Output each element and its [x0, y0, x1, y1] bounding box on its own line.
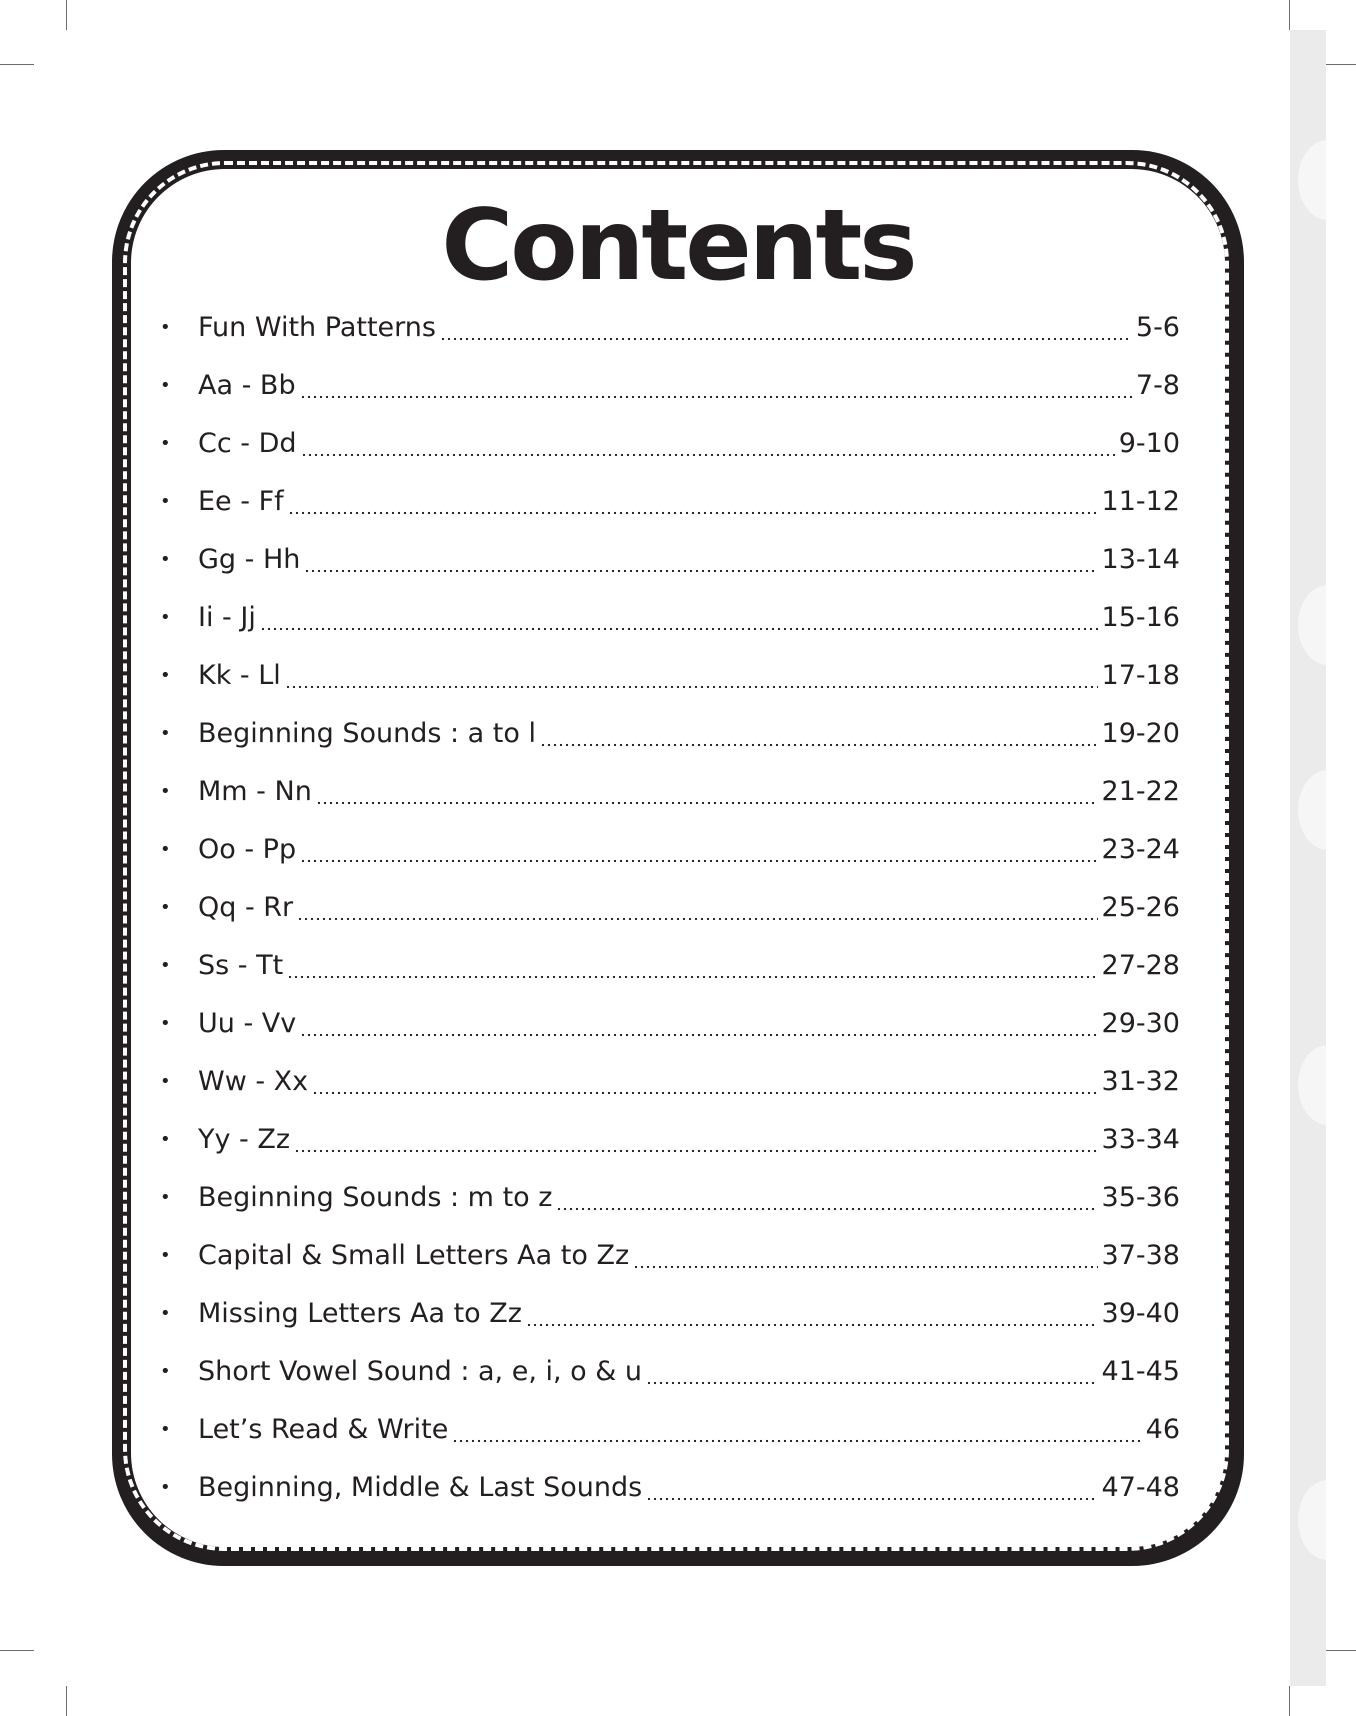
contents-entry	[154, 646, 1180, 704]
entry-pages: 19-20	[1101, 717, 1180, 749]
bullet: •	[160, 954, 171, 976]
entry-title: Ee - Ff	[198, 485, 284, 517]
entry-pages: 9-10	[1118, 427, 1180, 459]
dot-leader	[633, 1265, 1097, 1269]
strip-bump	[1298, 770, 1326, 850]
contents-entry	[154, 1052, 1180, 1110]
bullet: •	[160, 1418, 171, 1440]
entry-pages: 13-14	[1101, 543, 1180, 575]
bullet: •	[160, 1128, 171, 1150]
entry-pages: 37-38	[1101, 1239, 1180, 1271]
entry-title: Yy - Zz	[198, 1123, 291, 1155]
entry-title: Beginning, Middle & Last Sounds	[198, 1471, 643, 1503]
crop-mark-bottom-right	[1289, 1686, 1290, 1716]
crop-mark-top-right	[1289, 0, 1290, 30]
entry-title: Capital & Small Letters Aa to Zz	[198, 1239, 630, 1271]
entry-title: Mm - Nn	[198, 775, 312, 807]
dot-leader	[646, 1497, 1097, 1501]
entry-title: Oo - Pp	[198, 833, 297, 865]
contents-entry	[154, 298, 1180, 356]
bullet: •	[160, 664, 171, 686]
crop-mark-bottom-left	[66, 1686, 67, 1716]
bullet: •	[160, 606, 171, 628]
strip-bump	[1298, 1045, 1326, 1125]
crop-mark-right-bottom	[1322, 1650, 1356, 1651]
dot-leader	[297, 917, 1097, 921]
contents-list	[154, 298, 1180, 1516]
entry-title: Missing Letters Aa to Zz	[198, 1297, 522, 1329]
dot-leader	[285, 685, 1098, 689]
entry-pages: 33-34	[1101, 1123, 1180, 1155]
entry-title: Beginning Sounds : a to l	[198, 717, 537, 749]
entry-title: Ww - Xx	[198, 1065, 309, 1097]
bullet: •	[160, 374, 171, 396]
dot-leader	[540, 743, 1098, 747]
contents-entry	[154, 356, 1180, 414]
contents-entry	[154, 1284, 1180, 1342]
dot-leader	[646, 1381, 1098, 1385]
dot-leader	[526, 1323, 1098, 1327]
contents-entry	[154, 414, 1180, 472]
bullet: •	[160, 1186, 171, 1208]
contents-entry	[154, 1226, 1180, 1284]
contents-entry	[154, 1168, 1180, 1226]
entry-pages: 27-28	[1101, 949, 1180, 981]
dot-leader	[316, 801, 1098, 805]
contents-entry	[154, 472, 1180, 530]
page-title: Contents	[441, 189, 915, 303]
dot-leader	[304, 569, 1097, 573]
entry-title: Let’s Read & Write	[198, 1413, 449, 1445]
entry-title: Kk - Ll	[198, 659, 281, 691]
dot-leader	[294, 1149, 1097, 1153]
entry-pages: 31-32	[1101, 1065, 1180, 1097]
crop-mark-top-left	[66, 0, 67, 30]
entry-pages: 11-12	[1101, 485, 1180, 517]
crop-mark-left-top	[0, 64, 34, 65]
contents-entry	[154, 762, 1180, 820]
dot-leader	[556, 1207, 1097, 1211]
entry-pages: 46	[1145, 1413, 1180, 1445]
contents-entry	[154, 936, 1180, 994]
dot-leader	[301, 453, 1115, 457]
bullet: •	[160, 1476, 171, 1498]
entry-pages: 5-6	[1135, 311, 1180, 343]
entry-title: Ss - Tt	[198, 949, 284, 981]
entry-pages: 17-18	[1101, 659, 1180, 691]
entry-pages: 39-40	[1101, 1297, 1180, 1329]
bullet: •	[160, 490, 171, 512]
bullet: •	[160, 722, 171, 744]
entry-title: Cc - Dd	[198, 427, 297, 459]
contents-entry	[154, 878, 1180, 936]
bullet: •	[160, 1302, 171, 1324]
crop-mark-left-bottom	[0, 1650, 34, 1651]
entry-pages: 47-48	[1101, 1471, 1180, 1503]
dot-leader	[452, 1439, 1141, 1443]
entry-title: Short Vowel Sound : a, e, i, o & u	[198, 1355, 642, 1387]
strip-bump	[1298, 1480, 1326, 1560]
bullet: •	[160, 838, 171, 860]
contents-entry	[154, 994, 1180, 1052]
entry-pages: 41-45	[1101, 1355, 1180, 1387]
bullet: •	[160, 1360, 171, 1382]
contents-entry	[154, 820, 1180, 878]
dot-leader	[300, 1033, 1097, 1037]
entry-pages: 25-26	[1101, 891, 1180, 923]
entry-title: Beginning Sounds : m to z	[198, 1181, 553, 1213]
entry-pages: 23-24	[1101, 833, 1180, 865]
entry-title: Ii - Jj	[198, 601, 256, 633]
entry-title: Aa - Bb	[198, 369, 296, 401]
dot-leader	[300, 859, 1097, 863]
entry-pages: 29-30	[1101, 1007, 1180, 1039]
contents-entry	[154, 1400, 1180, 1458]
dot-leader	[288, 511, 1098, 515]
entry-title: Gg - Hh	[198, 543, 301, 575]
contents-entry	[154, 588, 1180, 646]
dot-leader	[260, 627, 1098, 631]
contents-entry	[154, 1110, 1180, 1168]
contents-entry	[154, 530, 1180, 588]
dot-leader	[312, 1091, 1097, 1095]
bullet: •	[160, 1070, 171, 1092]
entry-title: Uu - Vv	[198, 1007, 297, 1039]
entry-title: Qq - Rr	[198, 891, 294, 923]
bullet: •	[160, 1244, 171, 1266]
bullet: •	[160, 780, 171, 802]
bullet: •	[160, 432, 171, 454]
dot-leader	[300, 395, 1132, 399]
entry-title: Fun With Patterns	[198, 311, 436, 343]
bullet: •	[160, 548, 171, 570]
contents-entry	[154, 1342, 1180, 1400]
strip-bump	[1298, 585, 1326, 665]
entry-pages: 15-16	[1101, 601, 1180, 633]
contents-entry	[154, 704, 1180, 762]
entry-pages: 21-22	[1101, 775, 1180, 807]
entry-pages: 35-36	[1101, 1181, 1180, 1213]
bullet: •	[160, 896, 171, 918]
contents-entry	[154, 1458, 1180, 1516]
bullet: •	[160, 316, 171, 338]
dot-leader	[287, 975, 1097, 979]
entry-pages: 7-8	[1135, 369, 1180, 401]
bullet: •	[160, 1012, 171, 1034]
dot-leader	[440, 337, 1132, 341]
crop-mark-right-top	[1322, 64, 1356, 65]
